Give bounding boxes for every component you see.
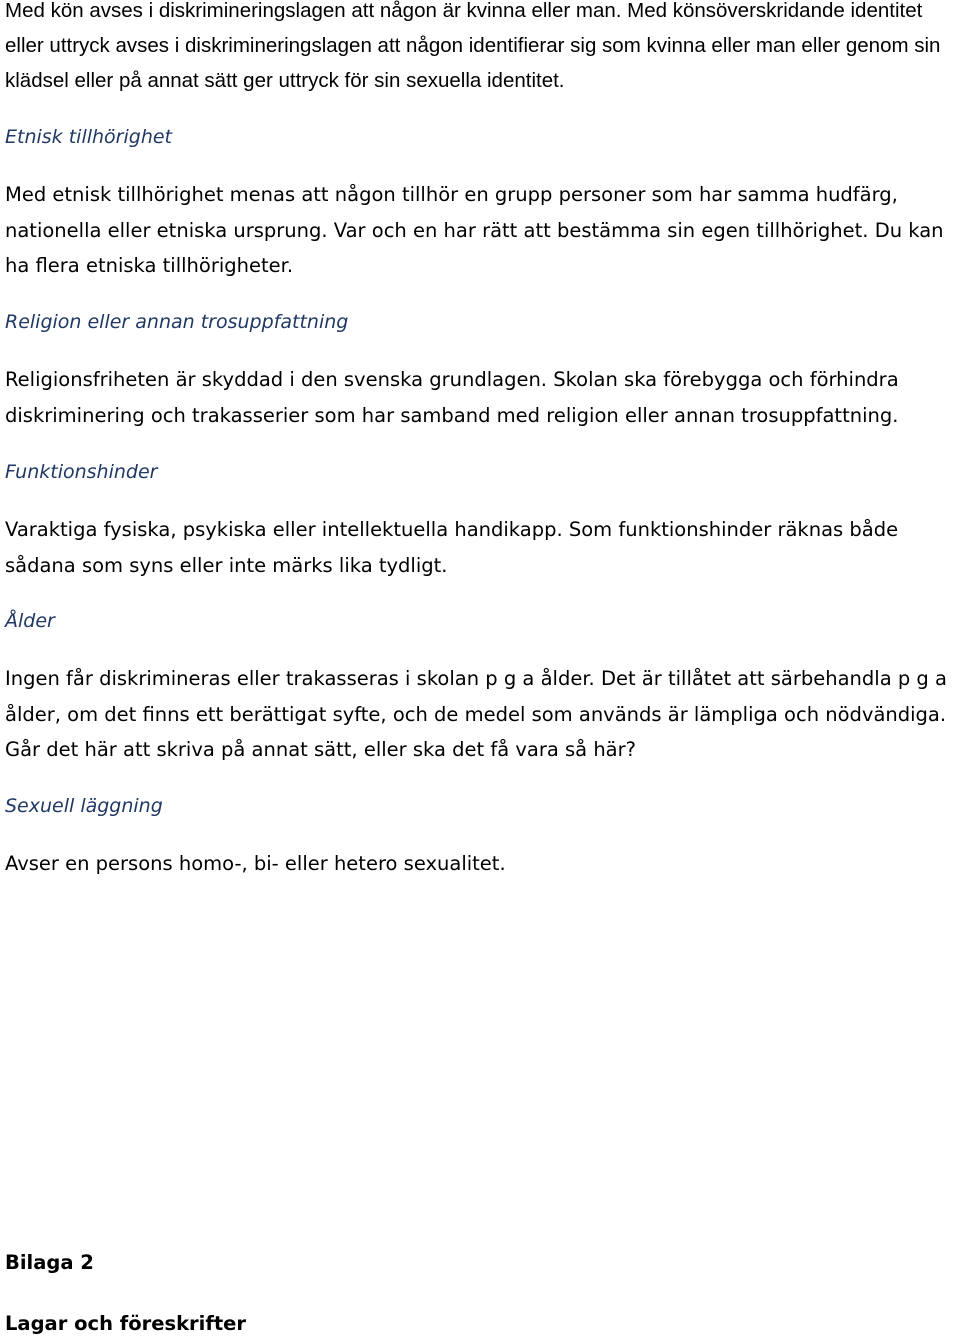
section-heading-funktionshinder: Funktionshinder xyxy=(5,461,158,483)
appendix-label: Bilaga 2 xyxy=(5,1251,94,1274)
section-heading-alder: Ålder xyxy=(5,610,55,632)
section-body-funktionshinder: Varaktiga fysiska, psykiska eller intellektuella handikapp. Som funktionshinder räknas både sådana som syns eller inte märks lika tydligt. xyxy=(5,518,899,577)
section-body-sexuell: Avser en persons homo-, bi- eller hetero sexualitet. xyxy=(5,852,506,875)
section-body-etnisk: Med etnisk tillhörighet menas att någon tillhör en grupp personer som har samma hudfärg, nationella eller etniska ursprung. Var och en har rätt att bestämma sin egen tillhörighet. Du kan ha flera etniska tillhörigheter. xyxy=(5,183,944,277)
section-heading-etnisk: Etnisk tillhörighet xyxy=(5,126,173,148)
appendix-title: Lagar och föreskrifter xyxy=(5,1312,246,1335)
section-heading-sexuell: Sexuell läggning xyxy=(5,795,163,817)
section-body-alder: Ingen får diskrimineras eller trakasseras i skolan p g a ålder. Det är tillåtet att särbehandla p g a ålder, om det finns ett berättigat syfte, och de medel som används är lämpliga och nödvändiga. Går det här att skriva på annat sätt, eller ska det få vara så här? xyxy=(5,667,947,761)
intro-paragraph: Med kön avses i diskrimineringslagen att någon är kvinna eller man. Med könsöverskridande identitet eller uttryck avses i diskrimineringslagen att någon identifierar sig som kvinna eller man eller genom sin klädsel eller på annat sätt ger uttryck för sin sexuella identitet. xyxy=(5,0,941,92)
section-body-religion: Religionsfriheten är skyddad i den svenska grundlagen. Skolan ska förebygga och förhindra diskriminering och trakasserier som har samband med religion eller annan trosuppfattning. xyxy=(5,368,899,427)
section-heading-religion: Religion eller annan trosuppfattning xyxy=(5,311,349,333)
